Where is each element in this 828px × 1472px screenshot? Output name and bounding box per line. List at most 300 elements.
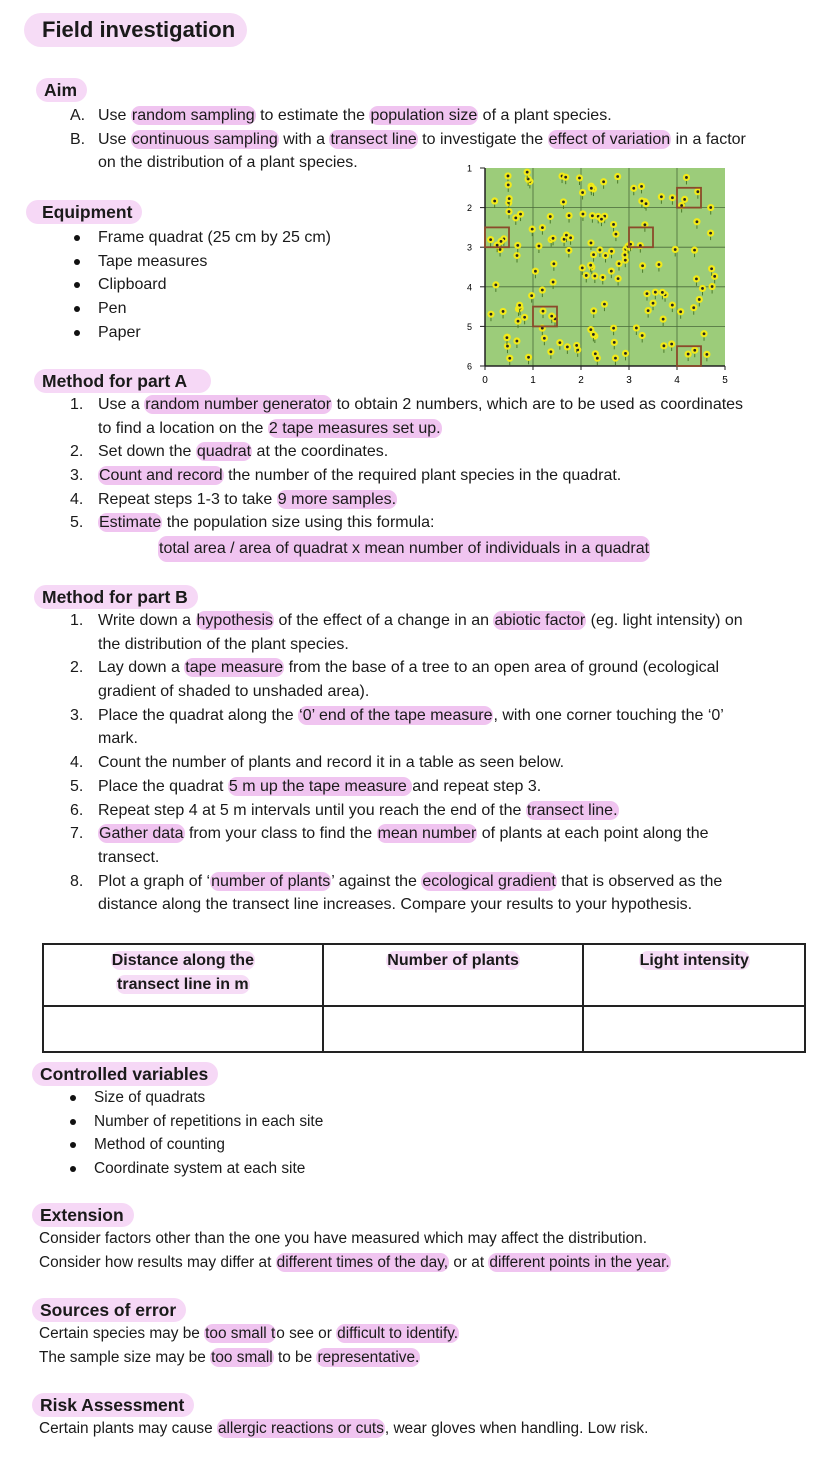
- flower-center: [599, 249, 602, 252]
- text-line: [0, 1251, 828, 1275]
- table-header-cell: [583, 944, 805, 1006]
- text-segment: Count the number of plants and record it in a table as seen below.: [98, 754, 565, 772]
- text-segment: the population size using this formula:: [162, 514, 435, 532]
- list-item-text: Frame quadrat (25 cm by 25 cm): [98, 229, 331, 246]
- line-text: [98, 704, 724, 728]
- flower-center: [558, 341, 561, 344]
- y-tick-label: 3: [466, 242, 472, 253]
- flower-center: [550, 315, 553, 318]
- text-line: [0, 1227, 828, 1251]
- line-text: [39, 1417, 648, 1441]
- flower-center: [641, 264, 644, 267]
- method-b-heading: Method for part B: [34, 585, 198, 609]
- flower-center: [646, 292, 649, 295]
- flower-center: [590, 187, 593, 190]
- flower-center: [592, 333, 595, 336]
- text-line: [0, 511, 828, 535]
- flower-center: [652, 302, 655, 305]
- risk-assessment-heading: Risk Assessment: [32, 1393, 194, 1417]
- list-number: 4.: [70, 490, 84, 508]
- text-segment: Write down a: [98, 612, 196, 629]
- text-segment: to be: [273, 1348, 317, 1366]
- text-segment: o see or: [276, 1325, 337, 1342]
- list-item-text: Coordinate system at each site: [94, 1160, 306, 1178]
- list-number: 2.: [70, 659, 84, 677]
- flower-center: [589, 328, 592, 331]
- flower-center: [591, 214, 594, 217]
- bullet-icon: [70, 1142, 76, 1148]
- highlighted-text: Gather data: [99, 825, 184, 843]
- flower-center: [662, 318, 665, 321]
- text-line: [0, 1346, 828, 1370]
- flower-center: [516, 244, 519, 247]
- highlighted-text: too small t: [205, 1325, 276, 1342]
- flower-center: [624, 352, 627, 355]
- line-text: [98, 656, 719, 680]
- flower-center: [541, 226, 544, 229]
- sources-of-error-heading: Sources of error: [32, 1298, 186, 1322]
- text-line: [0, 727, 828, 751]
- highlighted-text: allergic reactions or cuts: [217, 1420, 384, 1437]
- text-segment: to estimate the: [255, 107, 370, 124]
- text-segment: Use: [98, 107, 131, 124]
- y-tick-label: 4: [466, 282, 472, 293]
- population-formula: total area / area of quadrat x mean number of individuals in a quadrat: [158, 536, 650, 562]
- flower-center: [490, 313, 493, 316]
- flower-center: [530, 294, 533, 297]
- text-line: [0, 775, 828, 799]
- flower-center: [552, 262, 555, 265]
- flower-center: [654, 291, 657, 294]
- flower-center: [507, 183, 510, 186]
- flower-center: [687, 353, 690, 356]
- text-segment: gradient of shaded to unshaded area).: [98, 683, 370, 701]
- flower-center: [493, 200, 496, 203]
- flower-center: [592, 253, 595, 256]
- flower-center: [562, 201, 565, 204]
- line-text: [98, 440, 388, 464]
- line-text: [98, 727, 138, 751]
- header-label: transect line in m: [117, 976, 249, 993]
- text-segment: to investigate the: [417, 130, 548, 148]
- aim-heading: Aim: [36, 78, 87, 102]
- line-text: [98, 870, 722, 894]
- list-item-text: Method of counting: [94, 1136, 225, 1154]
- text-line: [0, 633, 828, 657]
- text-segment: Repeat steps 1-3 to take: [98, 490, 277, 508]
- text-line: [0, 893, 828, 917]
- text-segment: and repeat step 3.: [412, 777, 542, 795]
- method-a-list: [0, 393, 828, 535]
- field-area: [485, 168, 725, 366]
- table-row: [43, 1006, 805, 1052]
- quadrat-sampling-diagram: [455, 160, 735, 392]
- list-number: A.: [70, 107, 86, 124]
- y-tick-label: 5: [466, 321, 472, 332]
- flower-center: [683, 198, 686, 201]
- flower-center: [709, 232, 712, 235]
- flower-center: [710, 267, 713, 270]
- text-segment: to obtain 2 numbers, which are to be used as coordinates: [332, 396, 744, 413]
- flower-center: [538, 245, 541, 248]
- highlighted-text: representative.: [317, 1348, 420, 1366]
- text-line: [0, 656, 828, 680]
- text-segment: Place the quadrat along the: [98, 706, 299, 724]
- line-text: [39, 1227, 647, 1251]
- flower-center: [592, 310, 595, 313]
- text-segment: Lay down a: [98, 659, 185, 677]
- flower-center: [658, 263, 661, 266]
- flower-center: [696, 190, 699, 193]
- bullet-icon: [70, 1166, 76, 1172]
- flower-center: [623, 254, 626, 257]
- list-number: 4.: [70, 754, 84, 772]
- x-tick-label: 0: [482, 375, 488, 386]
- highlighted-text: population size: [370, 107, 478, 124]
- text-segment: from your class to find the: [184, 825, 377, 843]
- line-text: [98, 128, 746, 152]
- list-number: 3.: [70, 706, 84, 724]
- text-segment: with a: [278, 130, 330, 148]
- flower-center: [670, 343, 673, 346]
- flower-center: [711, 285, 714, 288]
- sources-of-error-text: [0, 1322, 828, 1369]
- text-segment: from the base of a tree to an open area of ground (ecological: [284, 659, 720, 677]
- flower-center: [693, 349, 696, 352]
- line-text: [98, 799, 619, 823]
- controlled-variables-heading: Controlled variables: [32, 1062, 218, 1086]
- flower-center: [542, 310, 545, 313]
- flower-center: [585, 274, 588, 277]
- text-line: [0, 704, 828, 728]
- flower-center: [593, 275, 596, 278]
- results-table: [42, 943, 806, 1053]
- flower-center: [612, 223, 615, 226]
- flower-center: [661, 291, 664, 294]
- x-tick-label: 4: [674, 375, 680, 386]
- text-line: [0, 680, 828, 704]
- line-text: [98, 151, 358, 175]
- flower-center: [517, 320, 520, 323]
- text-line: [0, 440, 828, 464]
- highlighted-text: number of plants: [211, 872, 331, 890]
- flower-center: [552, 281, 555, 284]
- flower-center: [695, 277, 698, 280]
- controlled-variables-list: [0, 1086, 828, 1181]
- flower-center: [508, 197, 511, 200]
- flower-center: [705, 353, 708, 356]
- flower-center: [674, 248, 677, 251]
- flower-center: [518, 304, 521, 307]
- highlighted-text: mean number: [377, 825, 477, 843]
- flower-center: [581, 266, 584, 269]
- line-text: [98, 633, 349, 657]
- highlighted-text: too small: [211, 1348, 273, 1366]
- flower-center: [685, 176, 688, 179]
- list-item-text: Pen: [98, 300, 127, 318]
- table-cell: [323, 1006, 584, 1052]
- text-line: [0, 104, 828, 128]
- line-text: [39, 1346, 420, 1370]
- y-tick-label: 2: [466, 203, 472, 214]
- flower-center: [645, 202, 648, 205]
- text-segment: in a factor: [671, 130, 746, 148]
- highlighted-text: quadrat: [196, 443, 252, 461]
- flower-center: [489, 238, 492, 241]
- text-segment: The sample size may be: [39, 1348, 211, 1366]
- text-segment: on the distribution of a plant species.: [98, 154, 358, 172]
- flower-center: [616, 175, 619, 178]
- flower-center: [612, 327, 615, 330]
- text-segment: , with one corner touching the ‘0’: [493, 706, 724, 724]
- flower-center: [604, 254, 607, 257]
- flower-center: [531, 228, 534, 231]
- list-item-text: Clipboard: [98, 276, 167, 294]
- highlighted-text: 2 tape measures set up.: [268, 419, 441, 437]
- text-segment: Plot a graph of ‘: [98, 872, 211, 890]
- flower-center: [610, 250, 613, 253]
- text-segment: ’ against the: [331, 872, 422, 890]
- text-segment: Repeat step 4 at 5 m intervals until you reach the end of the: [98, 801, 526, 819]
- flower-center: [693, 249, 696, 252]
- flower-center: [698, 298, 701, 301]
- flower-center: [514, 216, 517, 219]
- y-tick-label: 1: [466, 163, 472, 174]
- y-tick-label: 6: [466, 361, 472, 372]
- flower-center: [508, 357, 511, 360]
- flower-center: [596, 357, 599, 360]
- x-tick-label: 3: [626, 375, 632, 386]
- flower-center: [566, 345, 569, 348]
- page-title: Field investigation: [24, 13, 247, 47]
- flower-center: [601, 276, 604, 279]
- header-label: Distance along the: [111, 952, 254, 969]
- flower-center: [647, 309, 650, 312]
- text-segment: Place the quadrat: [98, 777, 228, 795]
- flower-center: [703, 332, 706, 335]
- flower-center: [635, 327, 638, 330]
- text-line: [0, 488, 828, 512]
- x-tick-label: 2: [578, 375, 584, 386]
- flower-center: [713, 275, 716, 278]
- text-line: [0, 609, 828, 633]
- flower-center: [709, 206, 712, 209]
- highlighted-text: 9 more samples.: [277, 490, 397, 508]
- text-segment: (eg. light intensity) on: [586, 612, 743, 629]
- list-number: 5.: [70, 514, 84, 532]
- flower-center: [527, 356, 530, 359]
- flower-center: [679, 310, 682, 313]
- x-tick-label: 1: [530, 375, 536, 386]
- list-number: 1.: [70, 612, 84, 629]
- flower-center: [617, 277, 620, 280]
- list-item-text: Tape measures: [98, 252, 208, 270]
- table-header-row: [43, 944, 805, 1006]
- flower-center: [662, 344, 665, 347]
- text-segment: mark.: [98, 730, 138, 748]
- text-segment: at the coordinates.: [252, 443, 389, 461]
- line-text: [98, 846, 159, 870]
- formula-row: [0, 536, 828, 560]
- header-label: Light intensity: [639, 952, 749, 969]
- header-label: Number of plants: [387, 952, 519, 969]
- bullet-icon: [70, 1095, 76, 1101]
- flower-center: [502, 310, 505, 313]
- text-segment: Consider factors other than the one you have measured which may affect the distribution.: [39, 1230, 647, 1247]
- highlighted-text: Estimate: [99, 514, 162, 532]
- flower-center: [632, 187, 635, 190]
- flower-center: [614, 357, 617, 360]
- line-text: [98, 488, 397, 512]
- text-segment: of a plant species.: [478, 107, 612, 124]
- flower-center: [680, 204, 683, 207]
- table-cell: [583, 1006, 805, 1052]
- line-text: [39, 1251, 671, 1275]
- flower-center: [641, 334, 644, 337]
- highlighted-text: tape measure: [185, 659, 284, 677]
- flower-center: [564, 176, 567, 179]
- flower-center: [519, 213, 522, 216]
- list-item-text: Number of repetitions in each site: [94, 1112, 324, 1130]
- x-tick-label: 5: [722, 375, 728, 386]
- flower-center: [516, 340, 519, 343]
- flower-center: [496, 244, 499, 247]
- text-segment: the distribution of the plant species.: [98, 635, 349, 653]
- line-text: [98, 464, 621, 488]
- flower-center: [613, 341, 616, 344]
- text-segment: transect.: [98, 848, 160, 866]
- highlighted-text: abiotic factor: [494, 612, 586, 629]
- flower-center: [494, 283, 497, 286]
- list-item: [0, 1110, 828, 1134]
- flower-center: [516, 254, 519, 257]
- text-segment: Certain plants may cause: [39, 1420, 217, 1437]
- flower-center: [506, 345, 509, 348]
- text-line: [0, 846, 828, 870]
- text-line: [0, 751, 828, 775]
- line-text: [98, 775, 541, 799]
- highlighted-text: continuous sampling: [131, 130, 278, 148]
- list-item: [0, 1157, 828, 1181]
- table-header-cell: [323, 944, 584, 1006]
- flower-center: [541, 289, 544, 292]
- text-segment: Certain species may be: [39, 1325, 205, 1342]
- bullet-icon: [74, 330, 80, 336]
- flower-center: [671, 196, 674, 199]
- text-segment: to find a location on the: [98, 419, 268, 437]
- method-a-heading: Method for part A: [34, 369, 211, 393]
- text-line: [0, 870, 828, 894]
- bullet-icon: [74, 282, 80, 288]
- flower-center: [549, 215, 552, 218]
- text-segment: Consider how results may differ at: [39, 1253, 276, 1271]
- highlighted-text: difficult to identify.: [337, 1325, 459, 1342]
- highlighted-text: effect of variation: [548, 130, 671, 148]
- bullet-icon: [70, 1119, 76, 1125]
- bullet-icon: [74, 259, 80, 265]
- list-item: [0, 1133, 828, 1157]
- list-item: [0, 1086, 828, 1110]
- bullet-icon: [74, 306, 80, 312]
- text-line: [0, 822, 828, 846]
- text-line: [0, 417, 828, 441]
- flower-center: [500, 240, 503, 243]
- highlighted-text: Count and record: [99, 467, 223, 485]
- flower-center: [602, 180, 605, 183]
- bullet-icon: [74, 235, 80, 241]
- flower-center: [640, 185, 643, 188]
- flower-center: [567, 249, 570, 252]
- list-number: 7.: [70, 825, 84, 843]
- extension-heading: Extension: [32, 1203, 134, 1227]
- risk-assessment-text: [0, 1417, 828, 1441]
- flower-center: [582, 213, 585, 216]
- text-segment: Use a: [98, 396, 145, 413]
- flower-center: [610, 270, 613, 273]
- equipment-heading: Equipment: [26, 200, 142, 224]
- list-number: 8.: [70, 872, 84, 890]
- flower-center: [526, 171, 529, 174]
- text-segment: of plants at each point along the: [477, 825, 709, 843]
- flower-center: [507, 175, 510, 178]
- highlighted-text: random sampling: [131, 107, 255, 124]
- list-item-text: Size of quadrats: [94, 1089, 206, 1106]
- method-b-list: [0, 609, 828, 917]
- text-segment: Use: [98, 130, 131, 148]
- list-number: 2.: [70, 443, 84, 461]
- flower-center: [615, 233, 618, 236]
- flower-center: [589, 264, 592, 267]
- text-line: [0, 799, 828, 823]
- flower-center: [499, 248, 502, 251]
- text-line: [0, 464, 828, 488]
- list-number: 1.: [70, 396, 84, 413]
- list-number: 6.: [70, 801, 84, 819]
- flower-center: [603, 303, 606, 306]
- flower-center: [692, 306, 695, 309]
- text-segment: , wear gloves when handling. Low risk.: [384, 1420, 649, 1437]
- line-text: [98, 417, 442, 441]
- text-segment: distance along the transect line increases. Compare your results to your hypothesis.: [98, 896, 693, 914]
- list-item-text: Paper: [98, 323, 141, 341]
- line-text: [98, 751, 564, 775]
- list-number: 5.: [70, 777, 84, 795]
- flower-center: [701, 287, 704, 290]
- text-line: [0, 128, 828, 152]
- line-text: [98, 393, 743, 417]
- list-number: 3.: [70, 467, 84, 485]
- line-text: [98, 511, 434, 535]
- highlighted-text: transect line.: [526, 801, 618, 819]
- flower-center: [543, 337, 546, 340]
- flower-center: [600, 218, 603, 221]
- list-number: B.: [70, 130, 86, 148]
- line-text: [98, 680, 369, 704]
- text-segment: Set down the: [98, 443, 196, 461]
- flower-center: [565, 234, 568, 237]
- line-text: [98, 104, 612, 128]
- flower-center: [523, 316, 526, 319]
- highlighted-text: hypothesis: [196, 612, 274, 629]
- highlighted-text: different points in the year.: [489, 1253, 670, 1271]
- flower-center: [618, 262, 621, 265]
- line-text: [39, 1322, 459, 1346]
- flower-center: [575, 344, 578, 347]
- highlighted-text: ‘0’ end of the tape measure: [299, 706, 493, 724]
- text-line: [0, 393, 828, 417]
- text-line: [0, 1322, 828, 1346]
- flower-center: [696, 220, 699, 223]
